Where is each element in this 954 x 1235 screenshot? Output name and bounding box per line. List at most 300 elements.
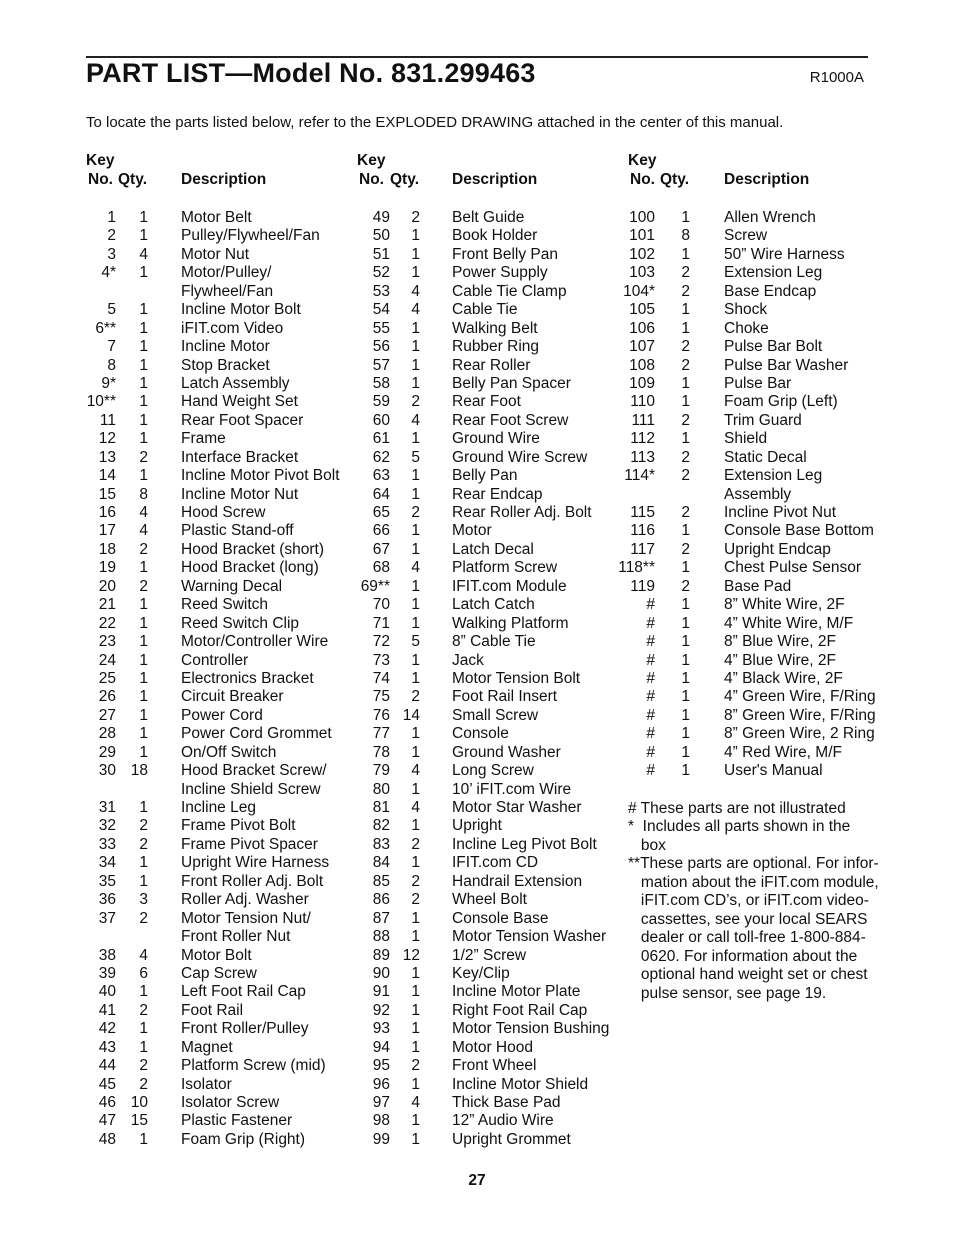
part-key: 72 (372, 633, 390, 651)
part-row (86, 799, 351, 817)
part-qty: 4 (411, 799, 420, 816)
part-description: Cable Tie Clamp (452, 282, 567, 300)
part-qty: 1 (411, 1001, 420, 1019)
part-qty: 1 (681, 762, 690, 780)
part-description: Motor Tension Bushing (452, 1020, 610, 1038)
part-description: Console Base Bottom (724, 522, 874, 540)
part-qty: 2 (411, 872, 420, 890)
part-key: 37 (98, 909, 116, 927)
part-key: # (646, 614, 655, 632)
footnote-line: * Includes all parts shown in the (628, 818, 851, 836)
part-key: 5 (107, 301, 116, 319)
part-description: Choke (724, 319, 769, 337)
part-row (357, 559, 622, 577)
part-row (624, 467, 893, 485)
part-qty: 10 (130, 1094, 148, 1111)
part-qty: 2 (681, 356, 690, 374)
part-row (357, 1020, 622, 1038)
header-description: Description (452, 170, 538, 188)
part-description: Motor Nut (181, 245, 250, 263)
part-description: Pulley/Flywheel/Fan (181, 227, 320, 245)
part-key: 80 (372, 780, 390, 798)
footnotes (628, 800, 888, 1003)
part-key: 97 (372, 1094, 390, 1111)
part-row (357, 522, 622, 540)
part-qty: 1 (139, 338, 148, 356)
part-qty: 1 (411, 264, 420, 282)
part-key: 44 (98, 1057, 116, 1075)
part-qty: 1 (139, 301, 148, 319)
part-key: 65 (372, 504, 390, 521)
footnote-line: box (628, 836, 666, 854)
part-description: Power Cord (181, 706, 263, 724)
part-row (628, 541, 893, 559)
part-row (86, 227, 351, 245)
part-qty: 1 (411, 669, 420, 687)
part-qty: 4 (139, 522, 148, 540)
part-row (86, 1112, 351, 1130)
part-key: 26 (98, 688, 116, 706)
part-qty: 2 (411, 1057, 420, 1075)
part-description: 4” Black Wire, 2F (724, 669, 843, 687)
part-key: 12 (98, 430, 116, 448)
part-row (357, 504, 622, 522)
part-key: # (646, 669, 655, 687)
part-description: Hood Bracket (short) (181, 540, 324, 558)
part-row (86, 596, 351, 614)
part-qty: 1 (139, 872, 148, 890)
part-qty: 1 (681, 430, 690, 448)
part-key: 57 (372, 356, 390, 374)
part-key: 60 (372, 411, 390, 429)
part-key: 114* (624, 467, 655, 485)
part-key: 11 (99, 411, 116, 429)
part-row (86, 338, 351, 356)
part-description: Ground Wire Screw (452, 448, 588, 466)
part-description: Isolator (181, 1075, 232, 1093)
part-qty: 1 (681, 743, 690, 761)
header-key: Key (357, 152, 386, 169)
part-row (86, 817, 351, 835)
part-description: 1/2” Screw (452, 946, 527, 964)
part-key: 39 (98, 964, 116, 982)
part-description: Front Belly Pan (452, 245, 558, 263)
part-key: 109 (629, 374, 655, 392)
part-key: 113 (630, 448, 655, 466)
part-row (86, 522, 351, 540)
part-key: 2 (107, 227, 116, 245)
part-key: 19 (98, 559, 116, 577)
part-description: Walking Belt (452, 319, 538, 337)
part-key: 54 (372, 301, 390, 319)
part-key: 21 (98, 596, 116, 614)
part-key: 55 (372, 319, 390, 337)
part-qty: 1 (411, 374, 420, 392)
part-key: 20 (98, 577, 116, 595)
part-key: 63 (372, 467, 390, 485)
part-row (628, 449, 893, 467)
part-key: 9* (101, 374, 116, 392)
part-qty: 1 (139, 393, 148, 411)
part-description: Long Screw (452, 762, 534, 780)
part-qty: 1 (411, 319, 420, 337)
part-qty: 4 (411, 301, 420, 319)
part-key: # (646, 596, 655, 614)
part-qty: 1 (139, 651, 148, 669)
part-key: 41 (98, 1001, 116, 1019)
part-key: 98 (372, 1112, 390, 1130)
part-description: 4” White Wire, M/F (724, 614, 854, 632)
part-row (357, 891, 622, 909)
part-row (628, 375, 893, 393)
part-row (357, 375, 622, 393)
part-key: 32 (98, 817, 116, 835)
part-qty: 1 (681, 688, 690, 706)
part-row (86, 209, 351, 227)
footnote-line: 0620. For information about the (628, 947, 858, 965)
part-row (357, 578, 622, 596)
part-row (86, 283, 351, 301)
part-qty: 5 (411, 633, 420, 651)
part-key: 14 (98, 467, 116, 485)
part-row (86, 357, 351, 375)
part-key: 68 (372, 559, 390, 577)
part-row (628, 357, 893, 375)
part-key: 36 (98, 891, 116, 909)
header-qty: Qty. (660, 170, 689, 188)
part-key: 35 (98, 872, 116, 890)
part-row (357, 670, 622, 688)
part-qty: 2 (411, 891, 420, 909)
part-description: Belly Pan (452, 467, 518, 485)
part-row (86, 486, 351, 504)
part-key: 38 (98, 946, 116, 964)
part-qty: 14 (402, 706, 420, 724)
part-qty: 3 (139, 891, 148, 909)
part-key: 33 (98, 835, 116, 853)
part-qty: 1 (411, 983, 420, 1001)
part-description: Incline Motor Shield (452, 1075, 589, 1093)
part-key: 89 (372, 946, 390, 964)
part-description: Base Endcap (724, 282, 817, 300)
part-qty: 1 (411, 1038, 420, 1056)
page-number: 27 (468, 1172, 486, 1189)
part-row (86, 762, 351, 780)
part-qty: 1 (411, 356, 420, 374)
part-key: 99 (372, 1130, 390, 1148)
part-row (86, 393, 351, 411)
part-qty: 4 (139, 946, 148, 964)
part-qty: 4 (411, 559, 420, 577)
part-row (628, 486, 893, 504)
part-key: 62 (372, 448, 390, 466)
part-description: Book Holder (452, 227, 538, 245)
part-description: Base Pad (724, 577, 792, 595)
part-key: 90 (372, 964, 390, 982)
part-description: Wheel Bolt (452, 891, 527, 909)
part-description: Warning Decal (181, 577, 283, 595)
part-key: 6** (95, 319, 116, 337)
part-key: 46 (98, 1094, 116, 1111)
part-qty: 2 (139, 909, 148, 927)
part-key: 76 (372, 706, 390, 724)
part-row (357, 209, 622, 227)
part-description: 4” Blue Wire, 2F (724, 651, 836, 669)
part-row (357, 1076, 622, 1094)
part-row (628, 246, 893, 264)
part-description: User's Manual (724, 762, 823, 780)
part-qty: 1 (139, 209, 148, 226)
part-qty: 2 (139, 1075, 148, 1093)
footnote-line: # These parts are not illustrated (628, 800, 846, 817)
part-description: Thick Base Pad (452, 1094, 561, 1111)
part-key: 106 (629, 319, 655, 337)
part-row (628, 412, 893, 430)
part-key: 47 (98, 1112, 116, 1130)
part-description: Incline Shield Screw (181, 780, 321, 798)
part-row (357, 983, 622, 1001)
part-key: # (646, 688, 655, 706)
part-row (86, 301, 351, 319)
part-row (86, 412, 351, 430)
part-qty: 1 (411, 743, 420, 761)
part-qty: 1 (411, 725, 420, 743)
part-key: 61 (372, 430, 390, 448)
part-qty: 1 (681, 725, 690, 743)
part-description: 8” Green Wire, 2 Ring (724, 725, 875, 743)
part-description: Plastic Stand-off (181, 522, 294, 540)
part-description: Front Roller Adj. Bolt (181, 872, 324, 890)
part-row (86, 1131, 351, 1149)
part-description: Motor Tension Nut/ (181, 909, 311, 927)
part-qty: 5 (411, 448, 420, 466)
header-key-no: No. (359, 170, 384, 188)
part-row (628, 578, 893, 596)
part-qty: 2 (681, 504, 690, 521)
part-row (357, 854, 622, 872)
column-header (628, 152, 893, 192)
part-qty: 1 (139, 227, 148, 245)
part-key: 7 (107, 338, 116, 356)
part-qty: 8 (681, 227, 690, 245)
part-qty: 2 (139, 817, 148, 835)
part-description: 50” Wire Harness (724, 245, 845, 263)
part-qty: 1 (139, 743, 148, 761)
part-row (357, 725, 622, 743)
part-row (628, 393, 893, 411)
part-key: 112 (630, 430, 655, 448)
part-qty: 1 (681, 522, 690, 540)
part-key: 10** (86, 393, 116, 411)
part-qty: 1 (139, 319, 148, 337)
part-row (86, 246, 351, 264)
part-description: Rear Foot (452, 393, 521, 411)
part-key: 45 (98, 1075, 116, 1093)
parts-column-3 (618, 152, 893, 781)
part-qty: 1 (411, 1130, 420, 1148)
part-key: # (646, 725, 655, 743)
part-description: Pulse Bar Washer (724, 356, 849, 374)
part-description: Front Wheel (452, 1057, 537, 1075)
part-qty: 1 (411, 1075, 420, 1093)
part-row (357, 430, 622, 448)
part-description: Motor (452, 522, 492, 540)
part-qty: 2 (139, 577, 148, 595)
part-description: Cable Tie (452, 301, 518, 319)
part-row (86, 744, 351, 762)
part-qty: 12 (402, 946, 420, 964)
part-description: Magnet (181, 1038, 233, 1056)
part-key: 23 (98, 633, 116, 651)
part-key: 81 (372, 799, 390, 816)
part-qty: 1 (139, 374, 148, 392)
part-description: Incline Motor Nut (181, 485, 299, 503)
header-spacer (357, 192, 622, 209)
part-qty: 2 (681, 577, 690, 595)
part-description: Incline Motor Pivot Bolt (181, 467, 340, 485)
part-qty: 4 (139, 245, 148, 263)
part-description: 4” Red Wire, M/F (724, 743, 842, 761)
part-key: 75 (372, 688, 390, 706)
header-key-no: No. (630, 170, 655, 188)
part-row (86, 688, 351, 706)
part-row (628, 264, 893, 282)
part-qty: 2 (411, 393, 420, 411)
part-key: 51 (372, 245, 390, 263)
part-qty: 1 (139, 467, 148, 485)
part-row (86, 965, 351, 983)
header-spacer (86, 192, 351, 209)
part-key: 94 (372, 1038, 390, 1056)
part-row (86, 873, 351, 891)
part-row (357, 301, 622, 319)
part-description: Jack (452, 651, 484, 669)
part-key: 48 (98, 1130, 116, 1148)
part-row (86, 947, 351, 965)
part-qty: 1 (411, 227, 420, 245)
part-description: Belt Guide (452, 209, 525, 226)
part-row (628, 688, 893, 706)
part-row (357, 707, 622, 725)
part-row (86, 375, 351, 393)
part-key: 100 (629, 209, 655, 226)
part-row (86, 504, 351, 522)
part-row (86, 725, 351, 743)
part-description: Stop Bracket (181, 356, 270, 374)
part-key: 49 (372, 209, 390, 226)
part-key: 87 (372, 909, 390, 927)
part-key: 108 (629, 356, 655, 374)
part-description: Front Roller Nut (181, 928, 291, 946)
part-row (357, 393, 622, 411)
part-qty: 1 (411, 854, 420, 872)
part-qty: 1 (139, 854, 148, 872)
part-description: Belly Pan Spacer (452, 374, 571, 392)
parts-column-2 (357, 152, 622, 1149)
part-description: Frame Pivot Bolt (181, 817, 296, 835)
part-description: Shield (724, 430, 768, 448)
part-description: iFIT.com Video (181, 319, 284, 337)
part-qty: 1 (139, 559, 148, 577)
part-description: 8” White Wire, 2F (724, 596, 845, 614)
part-qty: 1 (681, 614, 690, 632)
part-qty: 6 (139, 964, 148, 982)
part-key: 110 (630, 393, 655, 411)
header-key: Key (86, 152, 115, 169)
part-key: 4* (101, 264, 116, 282)
part-description: 8” Blue Wire, 2F (724, 633, 836, 651)
part-key: 31 (98, 799, 116, 816)
part-key: 1 (107, 209, 116, 226)
part-description: Trim Guard (724, 411, 802, 429)
part-description: Walking Platform (452, 614, 569, 632)
footnote-line: cassettes, see your local SEARS (628, 910, 868, 928)
part-description: Controller (181, 651, 249, 669)
part-description: 8” Cable Tie (452, 633, 536, 651)
part-row (357, 1131, 622, 1149)
part-row (357, 762, 622, 780)
part-key: 93 (372, 1020, 390, 1038)
part-row (86, 670, 351, 688)
part-row (86, 836, 351, 854)
part-row (86, 854, 351, 872)
part-key: 34 (98, 854, 116, 872)
part-key: 70 (372, 596, 390, 614)
part-row (357, 1057, 622, 1075)
part-description: Right Foot Rail Cap (452, 1001, 588, 1019)
part-key: 107 (629, 338, 655, 356)
part-qty: 1 (139, 356, 148, 374)
part-description: Hood Screw (181, 504, 266, 521)
part-description: On/Off Switch (181, 743, 277, 761)
part-row (86, 430, 351, 448)
part-description: Foam Grip (Left) (724, 393, 838, 411)
part-key: 3 (107, 245, 116, 263)
part-description: Screw (724, 227, 768, 245)
part-qty: 1 (681, 393, 690, 411)
part-row (357, 227, 622, 245)
part-qty: 1 (139, 1020, 148, 1038)
part-key: 17 (98, 522, 116, 540)
part-description: Frame (181, 430, 226, 448)
part-row (628, 652, 893, 670)
part-row (628, 707, 893, 725)
parts-column-1 (86, 152, 351, 1149)
part-key: 78 (372, 743, 390, 761)
part-key: 50 (372, 227, 390, 245)
part-row (357, 652, 622, 670)
part-qty: 1 (681, 596, 690, 614)
header-qty: Qty. (390, 170, 419, 188)
part-qty: 1 (411, 522, 420, 540)
part-qty: 4 (411, 282, 420, 300)
part-qty: 1 (411, 467, 420, 485)
part-key: 96 (372, 1075, 390, 1093)
part-description: Handrail Extension (452, 872, 583, 890)
part-description: Key/Clip (452, 964, 510, 982)
part-row (628, 670, 893, 688)
part-row (86, 1094, 351, 1112)
header-qty: Qty. (118, 170, 147, 188)
footnote-line: optional hand weight set or chest (628, 966, 868, 984)
part-qty: 1 (681, 319, 690, 337)
part-row (628, 504, 893, 522)
part-qty: 18 (130, 762, 148, 780)
part-row (357, 486, 622, 504)
part-qty: 2 (681, 467, 690, 485)
part-row (357, 596, 622, 614)
part-description: IFIT.com CD (452, 854, 539, 872)
